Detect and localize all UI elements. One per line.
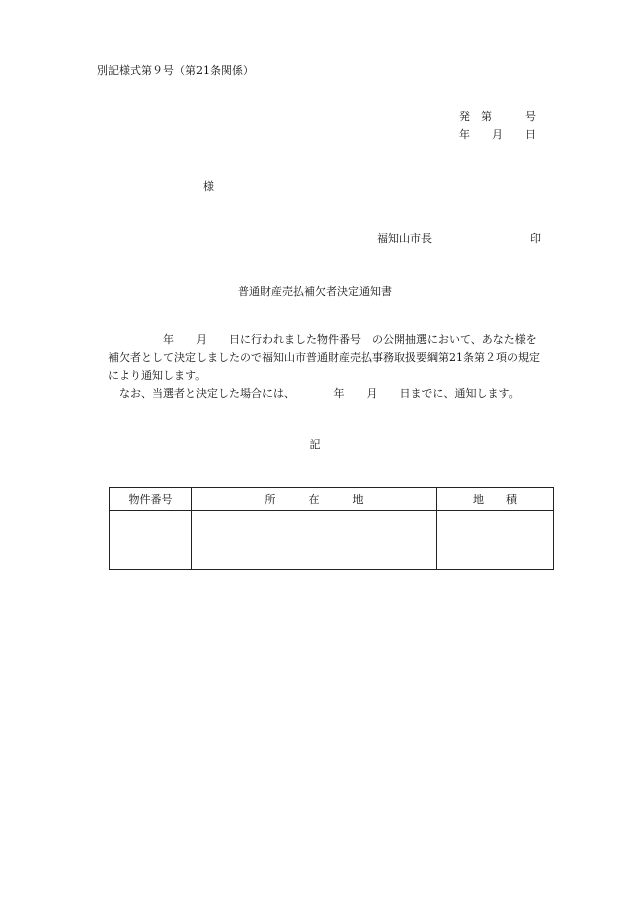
cell-location	[192, 511, 437, 570]
cell-land-area	[437, 511, 554, 570]
issuer-name: 福知山市長	[377, 232, 432, 245]
addressee-honorific: 様	[203, 180, 214, 193]
property-table	[109, 487, 554, 570]
seal-mark: 印	[530, 232, 541, 245]
issue-number: 発 第 号	[459, 110, 536, 123]
form-label: 別記様式第９号（第21条関係）	[97, 64, 254, 77]
issue-date: 年 月 日	[459, 128, 536, 141]
table-row	[110, 511, 554, 570]
header-property-number: 物件番号	[110, 488, 192, 511]
ki-heading: 記	[309, 438, 321, 451]
cell-property-number	[110, 511, 192, 570]
header-location: 所 在 地	[192, 488, 437, 511]
header-land-area: 地 積	[437, 488, 554, 511]
body-line-1: 年 月 日に行われました物件番号 の公開抽選において、あなた様を	[108, 333, 537, 346]
body-line-4: なお、当選者と決定した場合には、 年 月 日までに、通知します。	[108, 387, 520, 400]
document-title: 普通財産売払補欠者決定通知書	[238, 285, 392, 298]
table-header-row	[110, 488, 554, 511]
body-line-2: 補欠者として決定しましたので福知山市普通財産売払事務取扱要綱第21条第２項の規定	[108, 351, 540, 364]
body-line-3: により通知します。	[108, 369, 207, 382]
